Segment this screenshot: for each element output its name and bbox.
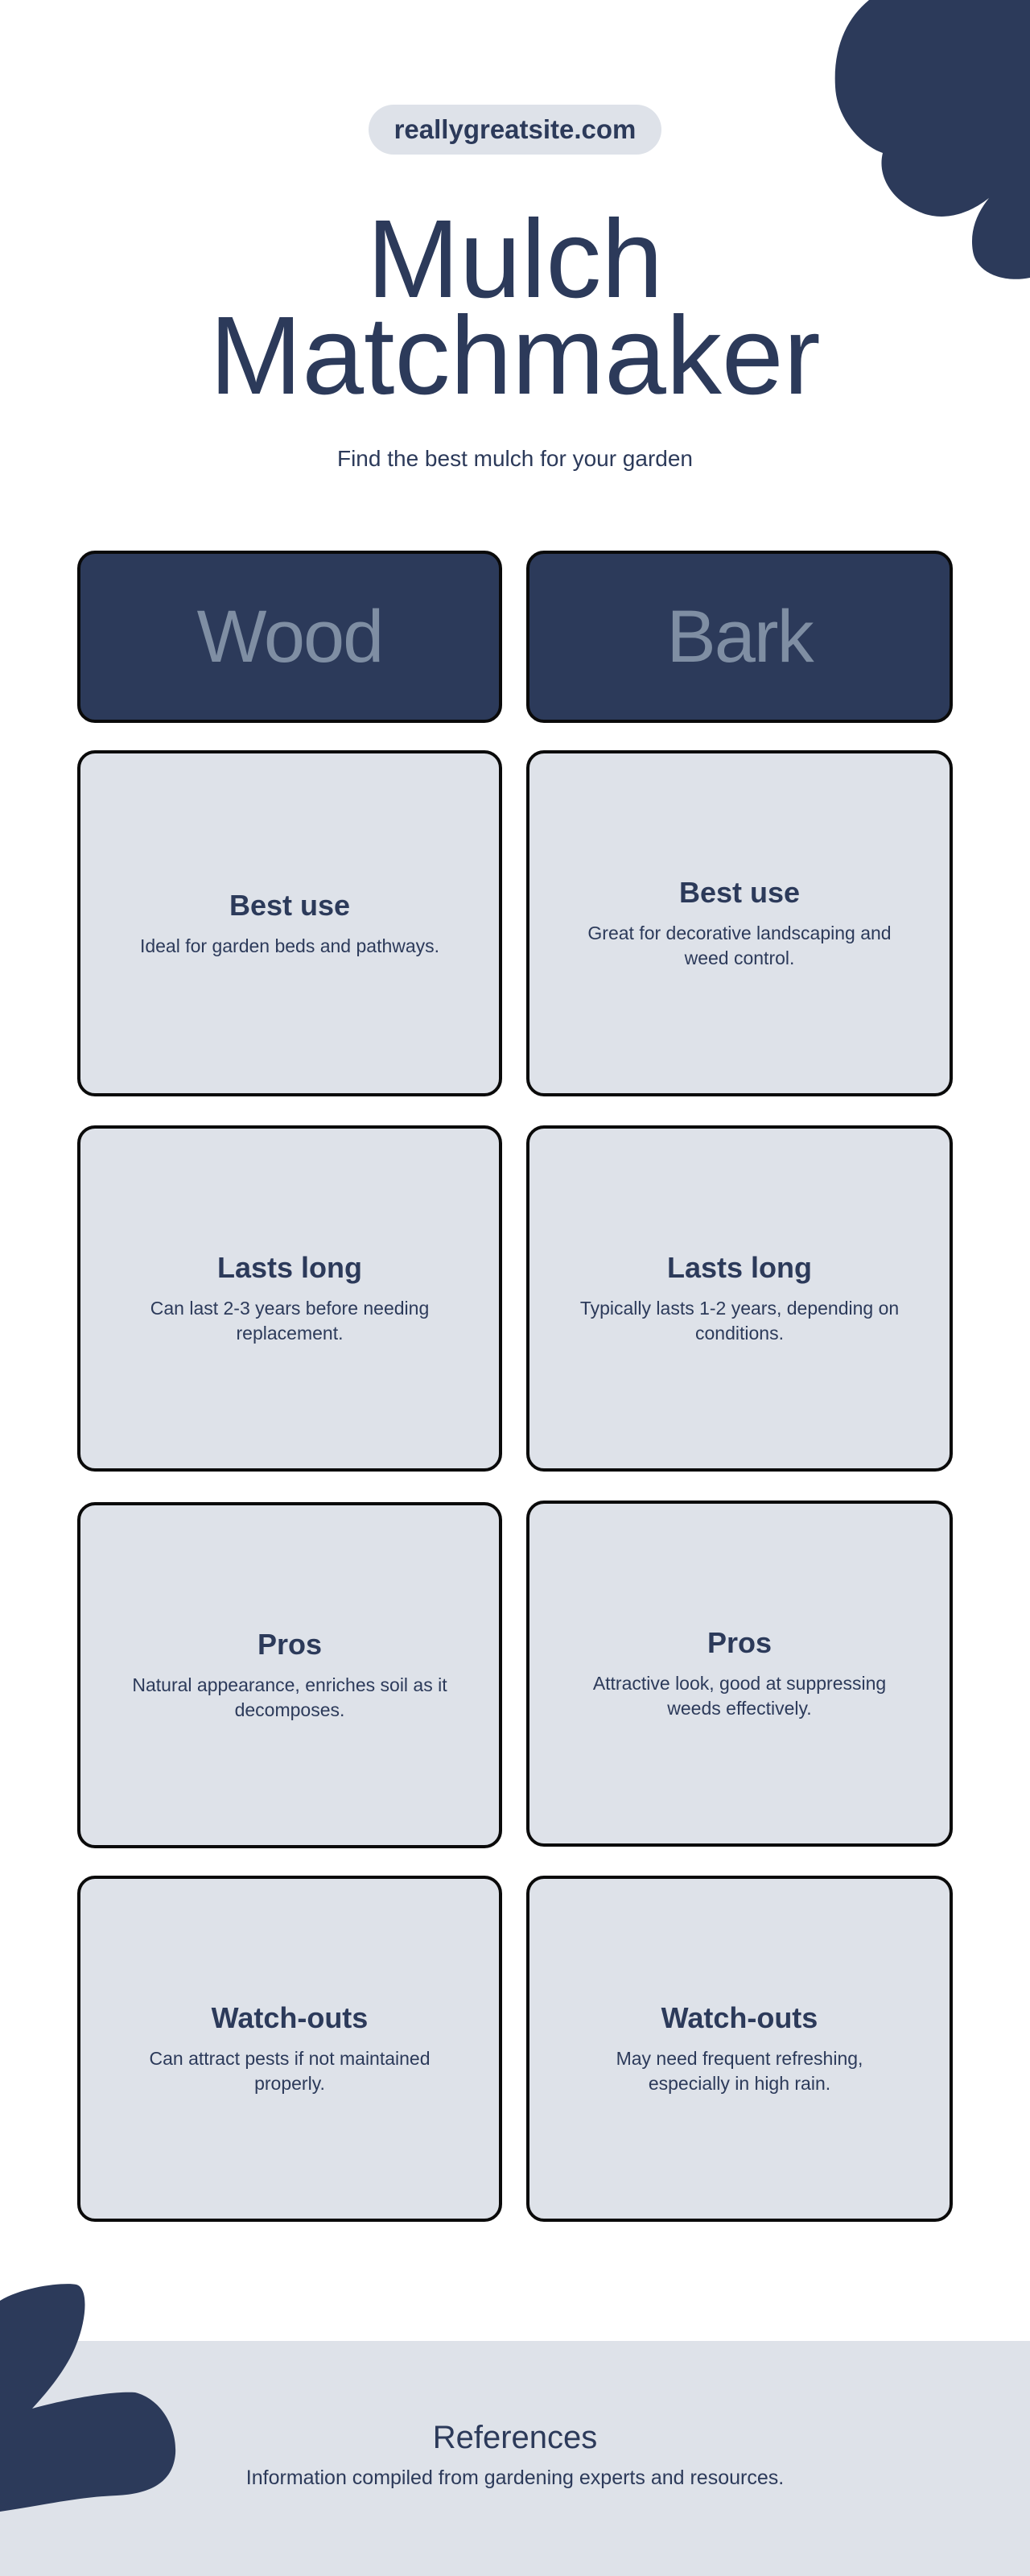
card-text: Attractive look, good at suppressing weeds effectively. [592, 1673, 887, 1719]
info-card-wood-pros [77, 1502, 502, 1848]
card-text: Ideal for garden beds and pathways. [139, 935, 440, 956]
card-title: Best use [678, 876, 801, 909]
card-text: Can attract pests if not maintained properly. [149, 2048, 431, 2094]
card-text: Natural appearance, enriches soil as it decomposes. [132, 1674, 447, 1720]
page-title [0, 197, 1030, 418]
card-title: Lasts long [666, 1251, 813, 1284]
card-text: May need frequent refreshing, especially in high rain. [616, 2048, 863, 2094]
decorative-blob-bottom-left [0, 2278, 185, 2512]
site-url-badge: reallygreatsite.com [369, 105, 661, 155]
title-line-1: Mulch [366, 197, 664, 321]
info-card-wood-watch-outs [77, 1876, 502, 2222]
info-card-bark-best-use [526, 750, 953, 1096]
card-text: Can last 2-3 years before needing replacement. [150, 1298, 430, 1344]
column-header-wood [77, 551, 502, 723]
info-card-bark-pros [526, 1501, 953, 1847]
card-title: Pros [257, 1628, 323, 1661]
card-title: Lasts long [216, 1251, 363, 1284]
card-title: Best use [229, 888, 351, 922]
info-card-wood-lasts-long [77, 1125, 502, 1472]
info-card-bark-lasts-long [526, 1125, 953, 1472]
references-text: Information compiled from gardening experts and resources. [245, 2467, 785, 2489]
card-title: Pros [707, 1626, 772, 1659]
info-card-wood-best-use [77, 750, 502, 1096]
page-subtitle: Find the best mulch for your garden [336, 446, 693, 471]
card-title: Watch-outs [661, 2001, 818, 2034]
column-title: Wood [196, 595, 383, 678]
column-title: Bark [666, 595, 813, 678]
card-text: Typically lasts 1-2 years, depending on conditions. [579, 1298, 900, 1344]
card-text: Great for decorative landscaping and weed control. [587, 923, 892, 968]
references-title: References [432, 2420, 598, 2455]
card-title: Watch-outs [211, 2001, 369, 2034]
info-card-bark-watch-outs [526, 1876, 953, 2222]
title-line-2: Matchmaker [209, 294, 821, 418]
column-header-bark [526, 551, 953, 723]
